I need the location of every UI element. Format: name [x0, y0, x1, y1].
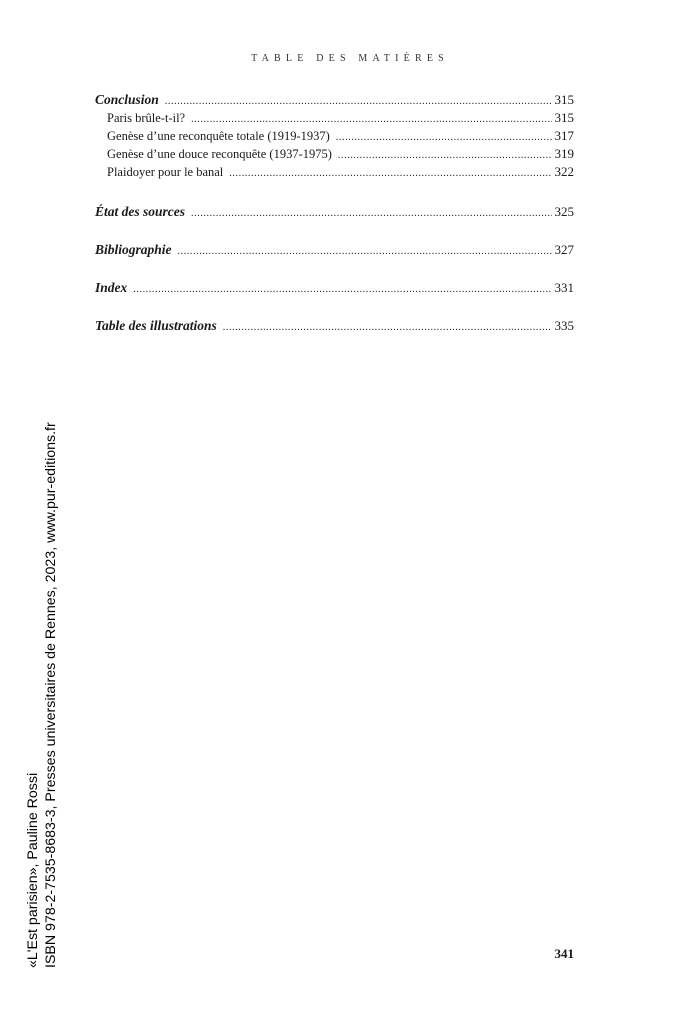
toc-subentry-title: Genèse d’une reconquête totale (1919-1937)	[107, 129, 330, 143]
page-number: 341	[554, 946, 574, 961]
toc-subentry-page: 319	[554, 146, 574, 161]
toc-subentry-page: 317	[554, 128, 574, 143]
toc-entry-title: Index	[95, 280, 128, 295]
toc-entry-page: 327	[554, 242, 574, 257]
toc-entry-title: Conclusion	[95, 92, 159, 107]
toc-subentry-plaidoyer[interactable]	[95, 163, 574, 181]
toc-entry-title: État des sources	[95, 204, 186, 219]
dot-leader	[165, 93, 552, 111]
dot-leader	[133, 281, 551, 299]
dot-leader	[223, 319, 552, 337]
toc-entry-page: 325	[554, 204, 574, 219]
toc-subentry-page: 322	[554, 164, 574, 179]
spacer	[95, 259, 574, 279]
toc-entry-title: Bibliographie	[95, 242, 172, 257]
toc-entry-page: 335	[554, 318, 574, 333]
toc-subentry-title: Genèse d’une douce reconquête (1937-1975)	[107, 147, 332, 161]
toc-subentry-page: 315	[554, 110, 574, 125]
spacer	[95, 181, 574, 203]
side-credit	[24, 422, 60, 968]
toc-entry-page: 315	[554, 92, 574, 107]
credit-line-title-author: «L'Est parisien», Pauline Rossi	[25, 772, 41, 968]
toc-entry-page: 331	[554, 280, 574, 295]
toc-subentry-title: Plaidoyer pour le banal	[107, 165, 224, 179]
toc-subentry-douce-reconquete[interactable]	[95, 145, 574, 163]
running-head: TABLE DES MATIÈRES	[251, 53, 449, 64]
spacer	[95, 297, 574, 317]
toc-entry-index[interactable]	[95, 279, 574, 297]
dot-leader	[338, 147, 552, 165]
toc-entry-etat-sources[interactable]	[95, 203, 574, 221]
toc-subentry-paris-brule[interactable]	[95, 109, 574, 127]
spacer	[95, 221, 574, 241]
credit-line-isbn-publisher: ISBN 978-2-7535-8683-3, Presses universitaires de Rennes, 2023, www.pur-editions.fr	[43, 422, 59, 968]
table-of-contents	[95, 91, 574, 335]
toc-entry-conclusion[interactable]	[95, 91, 574, 109]
dot-leader	[178, 243, 552, 261]
dot-leader	[336, 129, 552, 147]
toc-subentry-title: Paris brûle-t-il?	[107, 111, 186, 125]
toc-subentry-reconquete-totale[interactable]	[95, 127, 574, 145]
dot-leader	[191, 205, 551, 223]
toc-entry-title: Table des illustrations	[95, 318, 217, 333]
toc-entry-illustrations[interactable]	[95, 317, 574, 335]
dot-leader	[229, 165, 551, 183]
toc-entry-bibliographie[interactable]	[95, 241, 574, 259]
